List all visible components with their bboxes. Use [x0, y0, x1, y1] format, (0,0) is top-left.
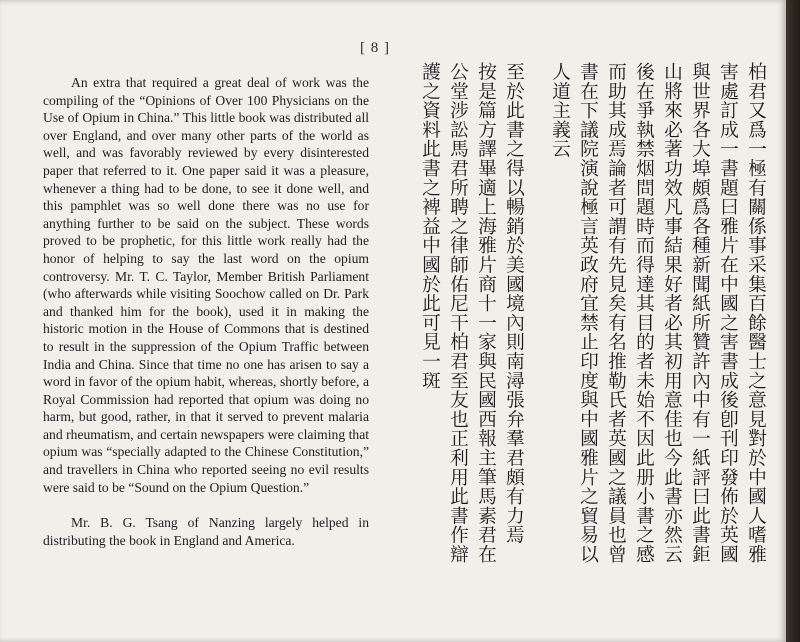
english-paragraph-1: An extra that required a great deal of work was the compiling of the “Opinions of Over 100 Physicians on the Use of Opium in China.” This little book was distributed all over England, and over many other parts of the world as well, and was favorably reviewed by every disinterested paper that referred to it. One paper said it was a pleasure, whenever a thing had to be done, to see it done well, and this pamphlet was so well done there was no use for anything further to be said on the subject. These words proved to be prophetic, for this little work really had the honor of helping to say the last word on the opium controversy. Mr. T. C. Taylor, Member British Parliament (who afterwards while visiting Soochow called on Dr. Park and thanked him for the book), used it in making the historic motion in the House of Commons that is destined to result in the suppression of the Opium Traffic between India and China. Since that time no one has arisen to say a word in favor of the opium habit, whereas, shortly before, a Royal Commission had reported that opium was doing no harm, but good, rather, in that it served to prevent malaria and rheumatism, and certain newspapers were claiming that opium was “specially adapted to the Chinese Constitution,” and travellers in China who reported seeing no evil results were said to be “Sound on the Opium Question.” — [43, 75, 369, 495]
english-text-block — [43, 74, 369, 549]
chinese-column-9: 至於此書之得以暢銷於美國境內則南潯張弁羣君頗有力焉 — [503, 62, 524, 545]
chinese-text-block — [395, 62, 769, 582]
chinese-column-7: 書在下議院演說極言英政府宜禁止印度與中國雅片之貿易以 — [577, 62, 598, 564]
chinese-column-5: 後在爭執禁烟問題時而得達其目的者未始不因此册小書之感 — [633, 62, 654, 564]
chinese-column-10: 按是篇方譯畢適上海雅片商十一家與民國西報主筆馬素君在 — [475, 62, 496, 564]
book-spine-edge — [786, 0, 800, 642]
page-number: [ 8 ] — [360, 40, 390, 56]
chinese-column-4: 山將來必著功效凡事結果好者必其初用意佳也今此書亦然云 — [661, 62, 682, 564]
english-paragraph-2: Mr. B. G. Tsang of Nanzing largely helped in distributing the book in England and America. — [43, 515, 369, 548]
chinese-column-8: 人道主義云 — [549, 62, 570, 159]
chinese-column-12: 護之資料此書之裨益中國於此可見一斑 — [419, 62, 440, 391]
chinese-column-11: 公堂涉訟馬君所聘之律師佑尼干柏君至友也正利用此書作辯 — [447, 62, 468, 564]
chinese-column-1: 柏君又爲一極有關係事采集百餘醫士之意見對於中國人嗜雅 — [745, 62, 766, 564]
chinese-column-6: 而助其成焉論者可謂有先見矣有名推勒氏者英國之議員也曾 — [605, 62, 626, 564]
chinese-column-3: 與世界各大埠頗爲各種新聞紙所贊許內中有一紙評曰此書鉅 — [689, 62, 710, 564]
chinese-column-2: 害處訂成一書題曰雅片在中國之害書成後卽刊印發佈於英國 — [717, 62, 738, 564]
